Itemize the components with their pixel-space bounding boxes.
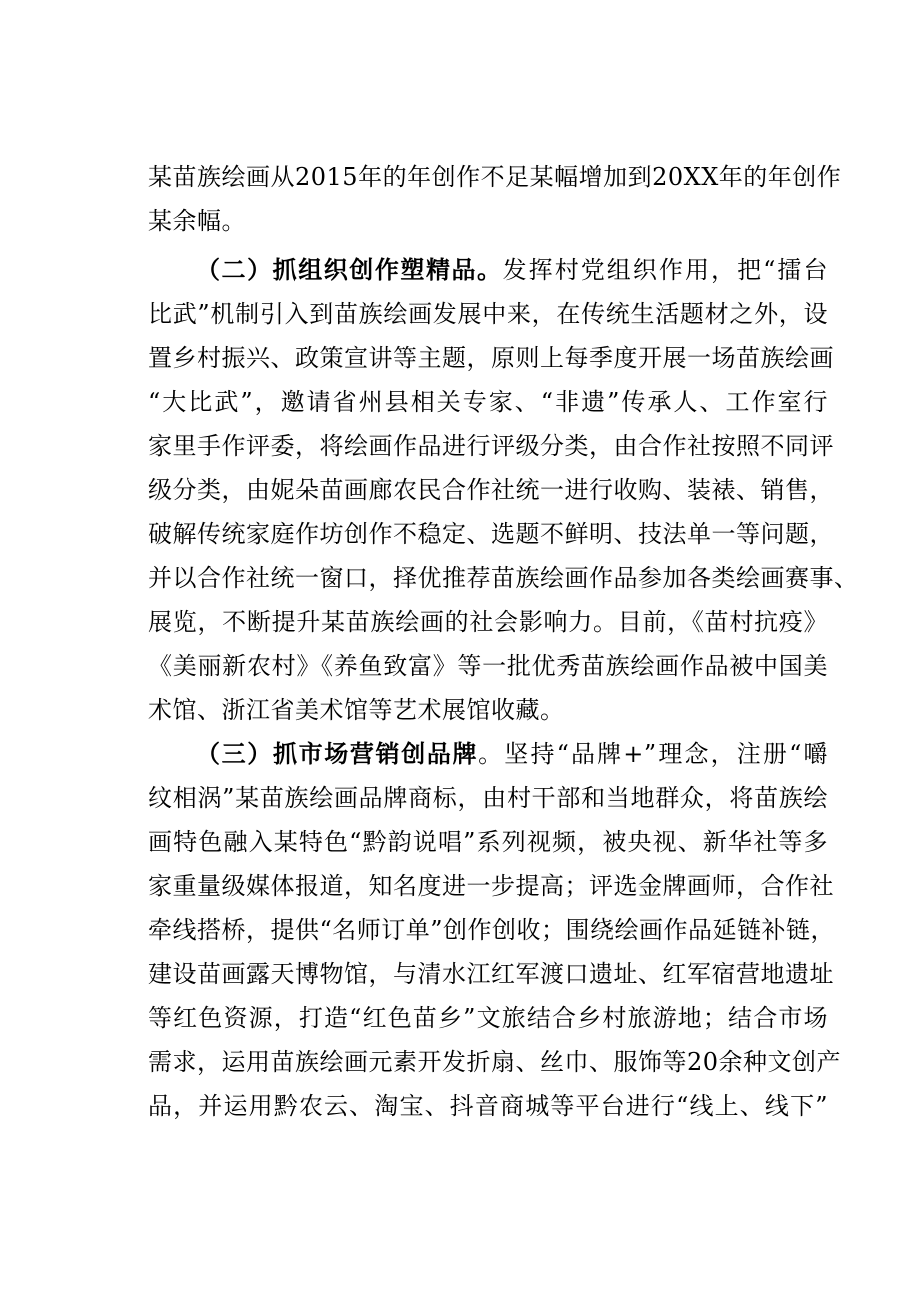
body-text: 。坚持“品牌+”理念，注册“嚼	[478, 740, 828, 768]
body-line: 展览，不断提升某苗族绘画的社会影响力。目前，《苗村抗疫》	[148, 608, 828, 636]
section-heading: （二）抓组织创作塑精品。	[196, 256, 503, 284]
body-line: 置乡村振兴、政策宣讲等主题，原则上每季度开展一场苗族绘画	[148, 344, 834, 372]
body-line: “大比武”，邀请省州县相关专家、“非遗”传承人、工作室行	[148, 388, 828, 416]
body-line: 纹相涡”某苗族绘画品牌商标，由村干部和当地群众，将苗族绘	[148, 784, 828, 812]
body-line: 某苗族绘画从2015年的年创作不足某幅增加到20XX年的年创作	[148, 163, 842, 191]
paragraph-first-line	[196, 739, 828, 769]
body-line: 牵线搭桥，提供“名师订单”创作创收；围绕绘画作品延链补链，	[148, 916, 836, 944]
body-line: 破解传统家庭作坊创作不稳定、选题不鲜明、技法单一等问题，	[148, 520, 834, 548]
body-line: 品，并运用黔农云、淘宝、抖音商城等平台进行“线上、线下”	[148, 1092, 828, 1120]
body-text: 发挥村党组织作用，把“擂台	[502, 256, 828, 284]
body-line: 比武”机制引入到苗族绘画发展中来，在传统生活题材之外，设	[148, 300, 828, 328]
paragraph-first-line	[196, 255, 828, 285]
body-line: 级分类，由妮朵苗画廊农民合作社统一进行收购、装裱、销售，	[148, 476, 834, 504]
body-line: 等红色资源，打造“红色苗乡”文旅结合乡村旅游地；结合市场	[148, 1004, 828, 1032]
body-line: 家里手作评委，将绘画作品进行评级分类，由合作社按照不同评	[148, 432, 834, 460]
section-heading: （三）抓市场营销创品牌	[196, 740, 479, 768]
body-line: 家重量级媒体报道，知名度进一步提高；评选金牌画师，合作社	[148, 872, 834, 900]
body-line: 画特色融入某特色“黔韵说唱”系列视频，被央视、新华社等多	[148, 828, 828, 856]
body-line: 《美丽新农村》《养鱼致富》等一批优秀苗族绘画作品被中国美	[148, 652, 828, 680]
body-line: 建设苗画露天博物馆，与清水江红军渡口遗址、红军宿营地遗址	[148, 960, 834, 988]
body-line: 需求，运用苗族绘画元素开发折扇、丝巾、服饰等20余种文创产	[148, 1048, 842, 1076]
body-line: 术馆、浙江省美术馆等艺术展馆收藏。	[148, 696, 565, 724]
body-line: 某余幅。	[148, 207, 246, 235]
body-line: 并以合作社统一窗口，择优推荐苗族绘画作品参加各类绘画赛事、	[148, 564, 859, 592]
